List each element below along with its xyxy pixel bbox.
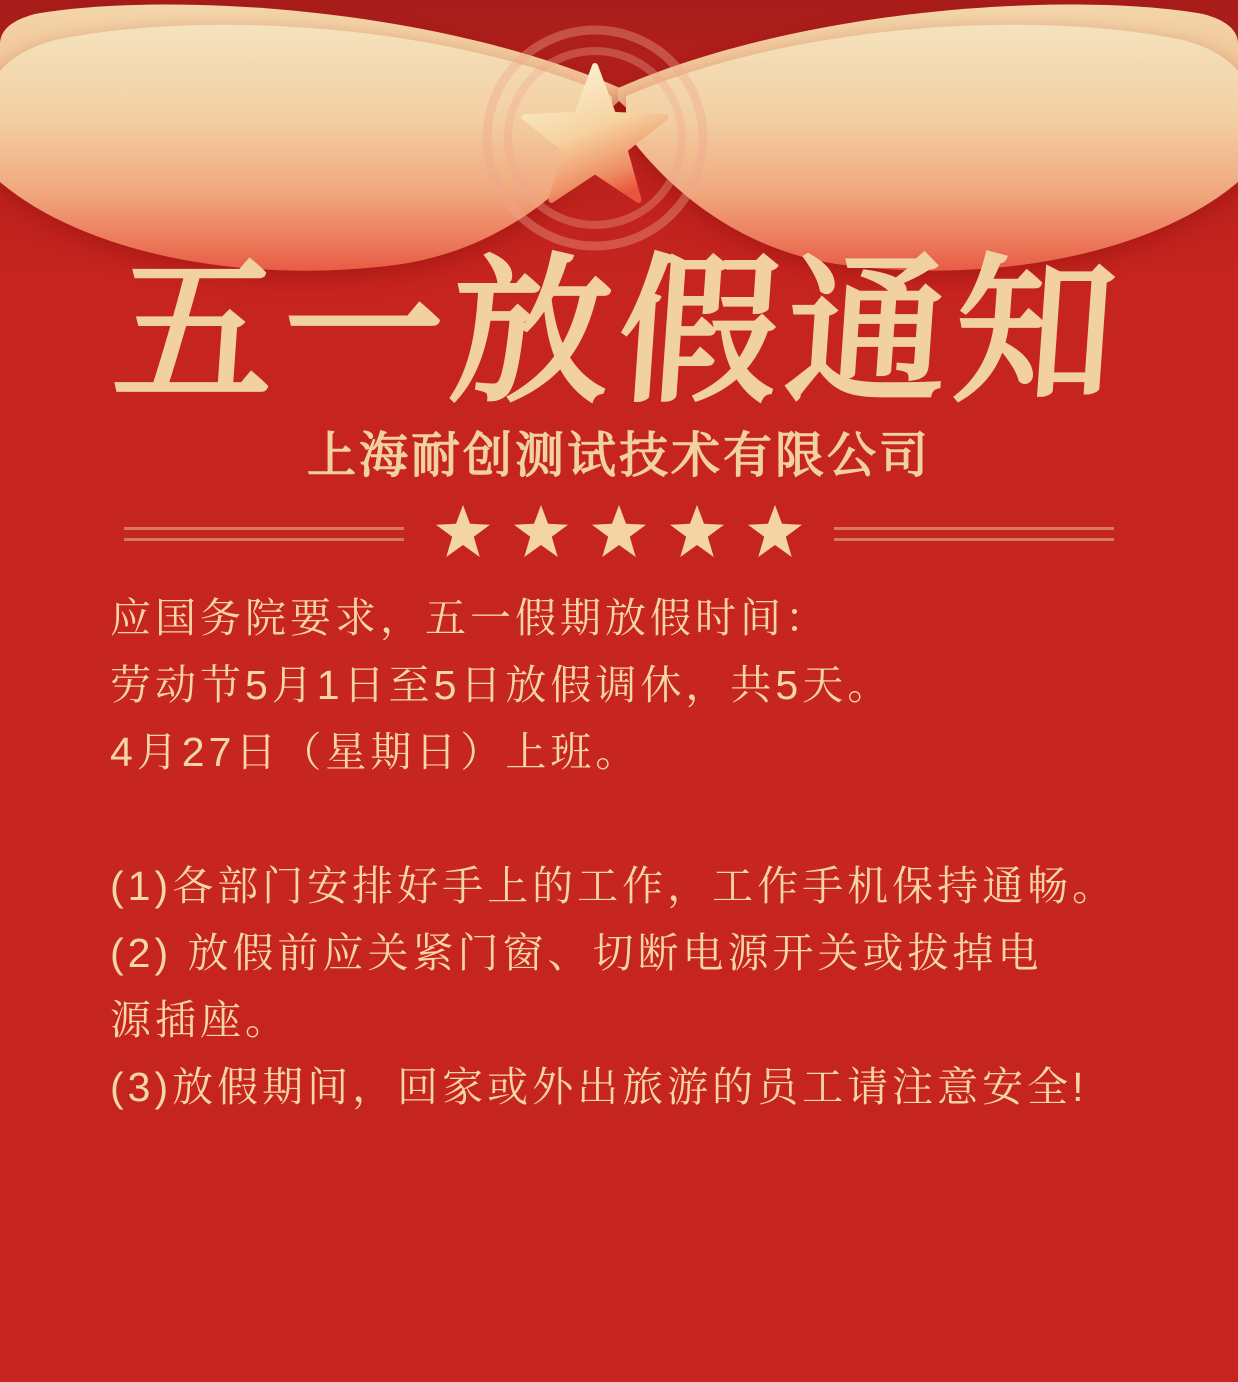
- page-title: 五一放假通知: [108, 244, 1130, 422]
- star-icon: [670, 505, 724, 557]
- rule-line-3: 源插座。: [110, 997, 290, 1043]
- divider-stars: [436, 505, 802, 557]
- rule-line-2: (2) 放假前应关紧门窗、切断电源开关或拔掉电: [110, 930, 1043, 976]
- rule-line-1: (1)各部门安排好手上的工作，工作手机保持通畅。: [110, 863, 1118, 909]
- divider-line-right: [834, 527, 1114, 541]
- star-icon: [748, 505, 802, 557]
- star-icon: [436, 505, 490, 557]
- intro-line-2: 劳动节5月1日至5日放假调休，共5天。: [110, 662, 893, 708]
- right-ribbon-wing: [618, 5, 1238, 271]
- star-icon: [592, 505, 646, 557]
- left-ribbon-wing: [0, 5, 620, 271]
- intro-line-1: 应国务院要求，五一假期放假时间：: [110, 595, 830, 641]
- intro-line-3: 4月27日（星期日）上班。: [110, 729, 641, 775]
- divider-line-left: [124, 527, 404, 541]
- notice-rules: [110, 853, 1140, 1121]
- rule-line-4: (3)放假期间，回家或外出旅游的员工请注意安全!: [110, 1064, 1088, 1110]
- star-icon: [514, 505, 568, 557]
- star-divider: [0, 500, 1238, 562]
- company-name: 上海耐创测试技术有限公司: [306, 428, 931, 483]
- notice-intro: [110, 585, 1140, 786]
